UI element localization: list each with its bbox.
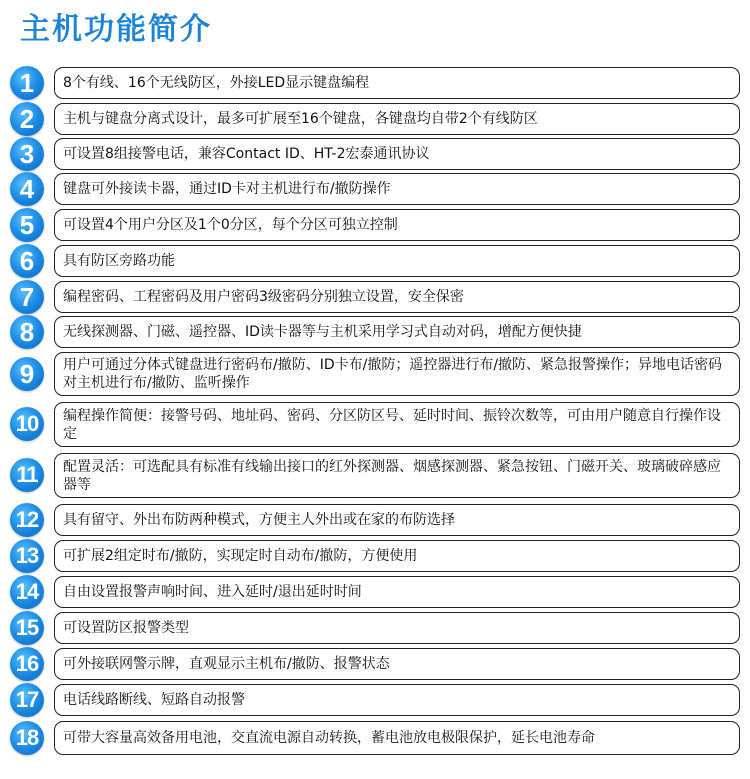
feature-text: 8个有线、16个无线防区，外接LED显示键盘编程 [54,67,740,99]
feature-item-6 [10,245,740,277]
feature-text: 无线探测器、门磁、遥控器、ID读卡器等与主机采用学习式自动对码，增配方便快捷 [54,316,740,348]
feature-item-8 [10,316,740,348]
feature-item-10 [10,402,740,447]
number-badge: 6 [10,244,44,278]
number-badge: 7 [10,280,44,314]
number-badge: 18 [10,721,44,755]
feature-item-16 [10,648,740,680]
page-title: 主机功能简介 [20,12,212,47]
number-badge: 5 [10,208,44,242]
number-badge: 16 [10,647,44,681]
number-badge: 13 [10,539,44,573]
feature-text: 主机与键盘分离式设计，最多可扩展至16个键盘，各键盘均自带2个有线防区 [54,103,740,135]
feature-item-5 [10,209,740,241]
number-badge: 2 [10,102,44,136]
feature-item-3 [10,138,740,170]
feature-text: 编程密码、工程密码及用户密码3级密码分别独立设置，安全保密 [54,281,740,313]
feature-item-1 [10,67,740,99]
feature-item-12 [10,504,740,536]
number-badge: 12 [10,503,44,537]
feature-item-14 [10,576,740,608]
number-badge: 10 [10,407,44,441]
feature-item-18 [10,721,740,755]
feature-text: 可设置4个用户分区及1个0分区，每个分区可独立控制 [54,209,740,241]
feature-item-15 [10,612,740,644]
feature-text: 编程操作简便：接警号码、地址码、密码、分区防区号、延时时间、振铃次数等，可由用户随意自行操作设定 [54,402,740,447]
number-badge: 11 [10,458,44,492]
number-badge: 9 [10,357,44,391]
feature-text: 自由设置报警声响时间、进入延时/退出延时时间 [54,576,740,608]
feature-text: 可设置防区报警类型 [54,612,740,644]
number-badge: 3 [10,137,44,171]
feature-text: 电话线路断线、短路自动报警 [54,684,740,716]
number-badge: 8 [10,315,44,349]
number-badge: 14 [10,575,44,609]
feature-item-7 [10,281,740,313]
feature-text: 用户可通过分体式键盘进行密码布/撤防、ID卡布/撤防；遥控器进行布/撤防、紧急报警操作；异地电话密码对主机进行布/撤防、监听操作 [54,352,740,396]
number-badge: 4 [10,172,44,206]
feature-item-17 [10,684,740,716]
feature-text: 可外接联网警示牌，直观显示主机布/撤防、报警状态 [54,648,740,680]
number-badge: 17 [10,683,44,717]
feature-item-13 [10,540,740,572]
feature-text: 可设置8组接警电话，兼容Contact ID、HT-2宏泰通讯协议 [54,138,740,170]
feature-text: 可带大容量高效备用电池，交直流电源自动转换，蓄电池放电极限保护，延长电池寿命 [54,721,740,755]
feature-text: 配置灵活：可选配具有标准有线输出接口的红外探测器、烟感探测器、紧急按钮、门磁开关、玻璃破碎感应器等 [54,453,740,498]
feature-item-9 [10,352,740,396]
feature-text: 可扩展2组定时布/撤防，实现定时自动布/撤防，方便使用 [54,540,740,572]
feature-item-2 [10,103,740,135]
feature-text: 具有防区旁路功能 [54,245,740,277]
feature-item-11 [10,453,740,498]
feature-item-4 [10,173,740,205]
number-badge: 1 [10,66,44,100]
feature-text: 具有留守、外出布防两种模式，方便主人外出或在家的布防选择 [54,504,740,536]
feature-text: 键盘可外接读卡器，通过ID卡对主机进行布/撤防操作 [54,173,740,205]
number-badge: 15 [10,611,44,645]
